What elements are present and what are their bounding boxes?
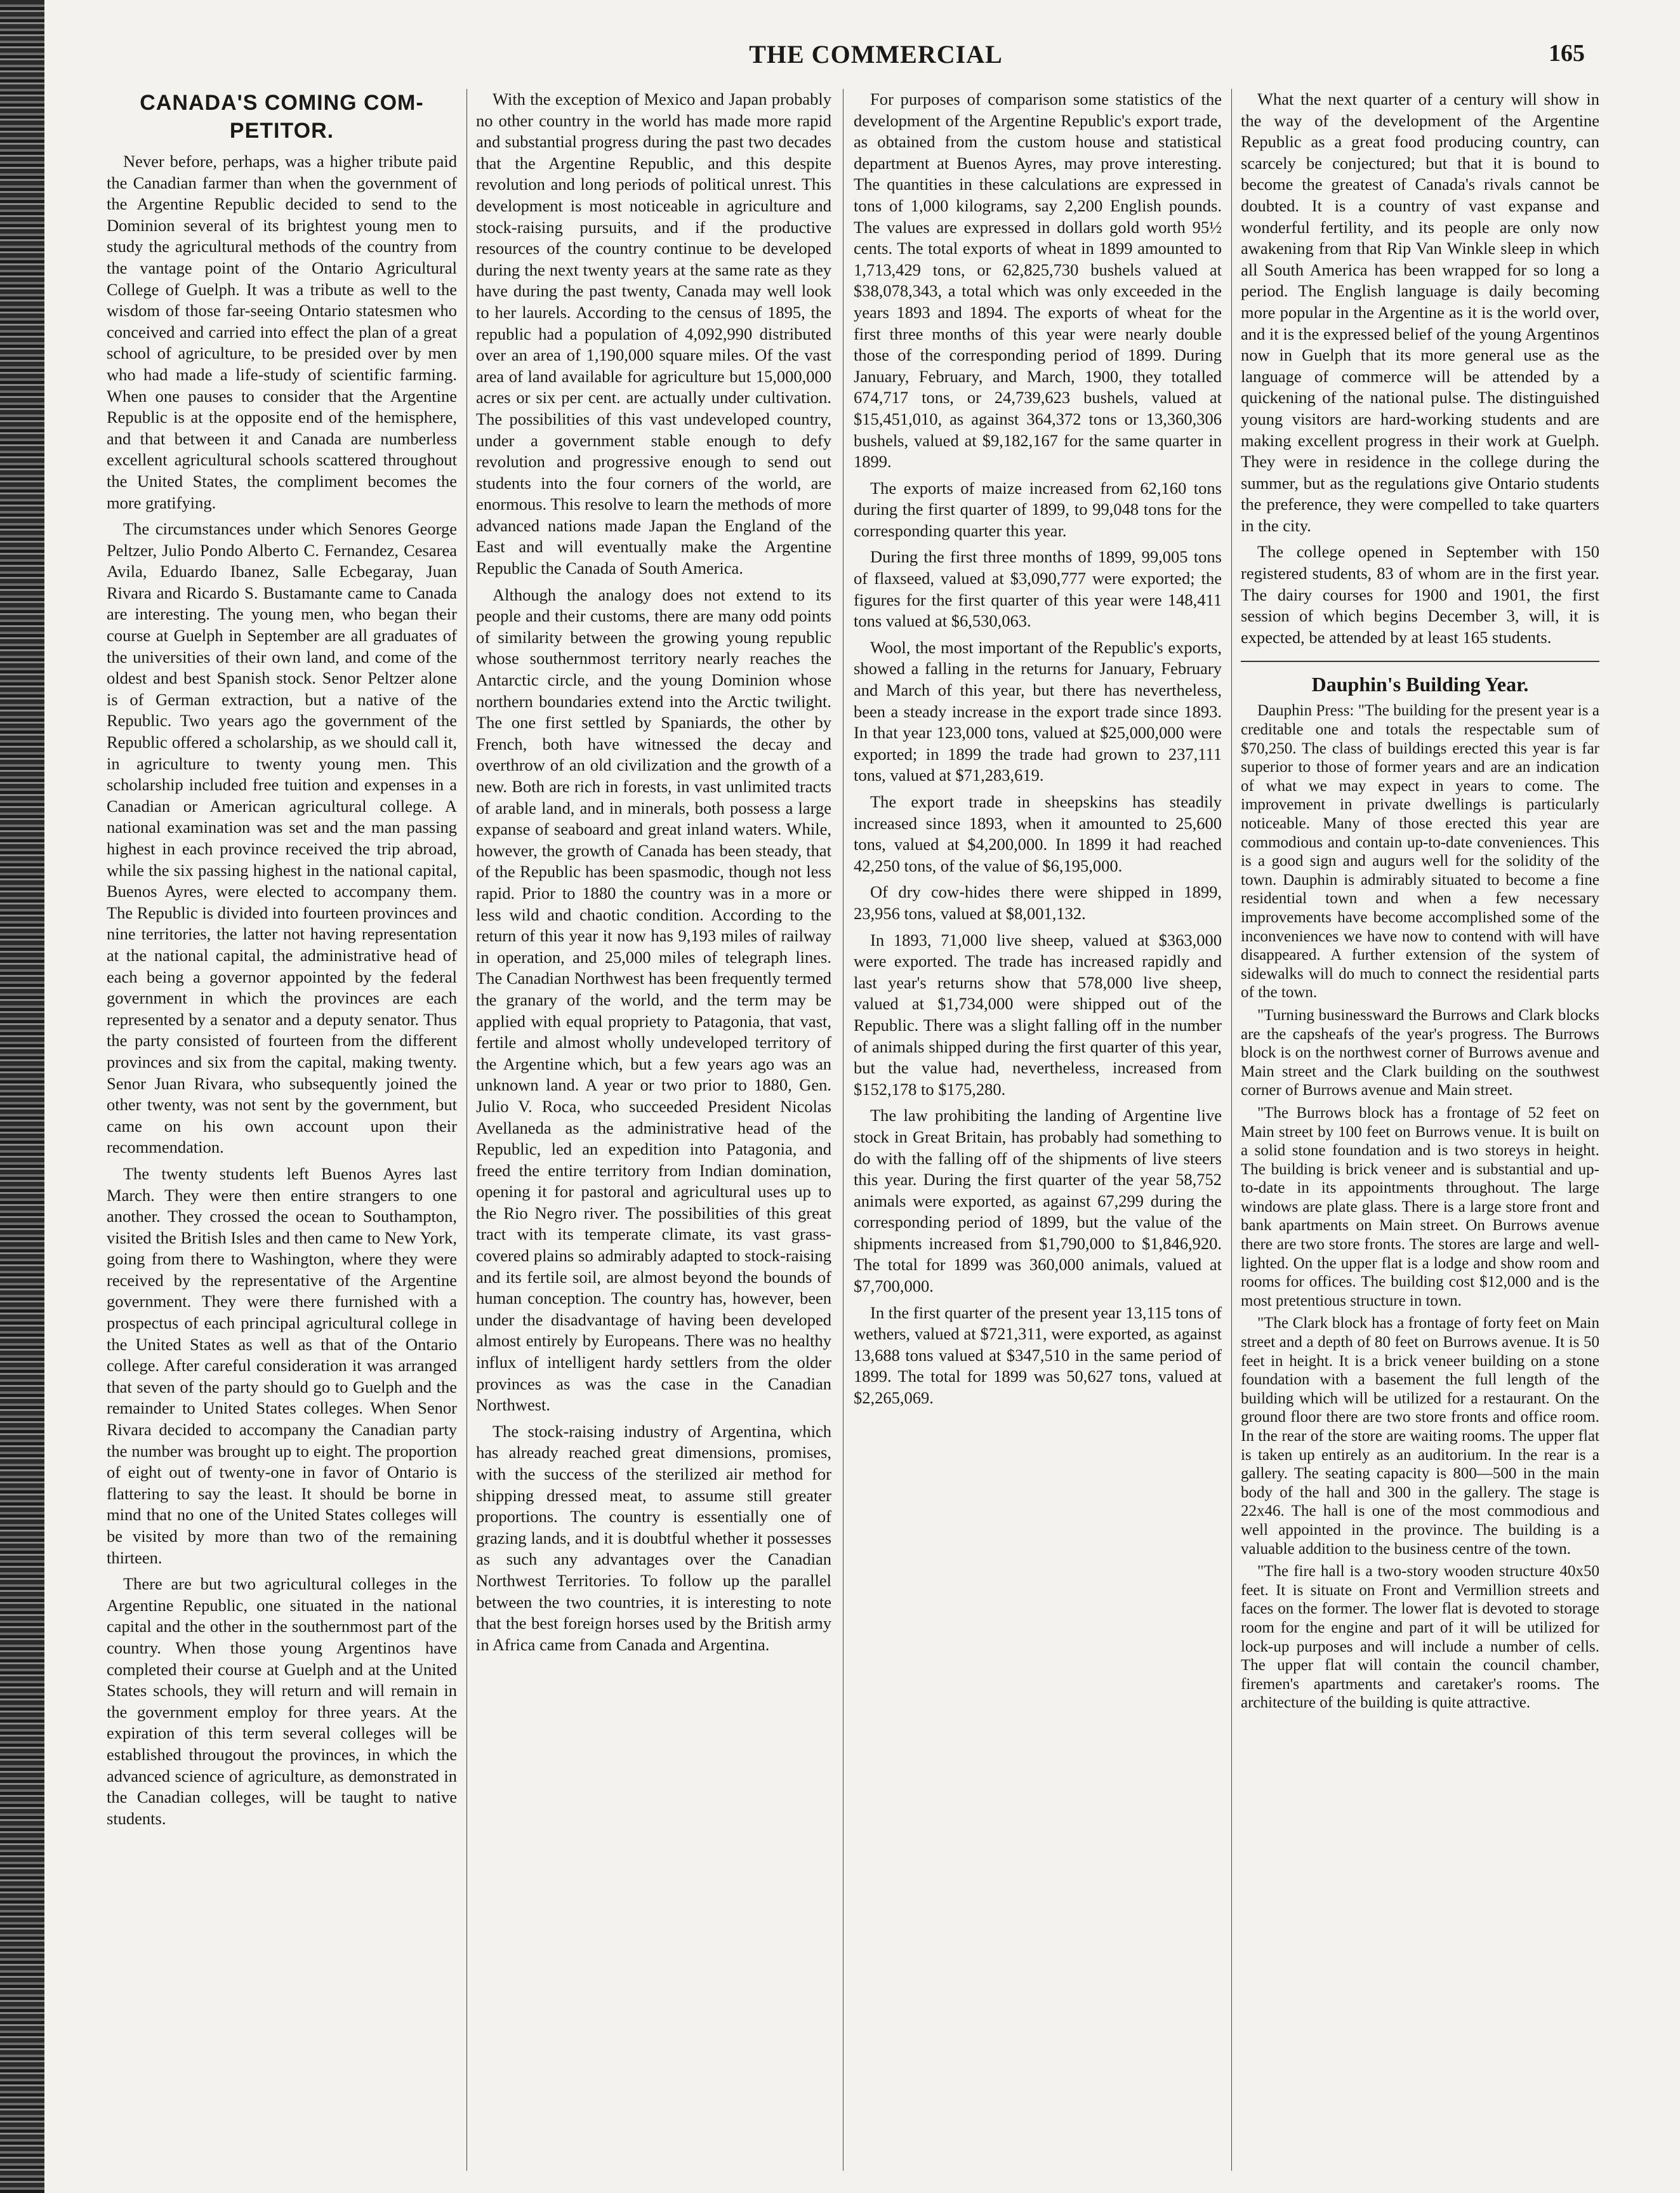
column-4	[1241, 89, 1599, 2177]
article-paragraph: The twenty students left Buenos Ayres last March. They were then entire strangers to one another. They crossed the ocean to Southampton, visited the British Isles and then came to New York, going from there to Washington, where they were received by the representative of the Argentine government. They were there furnished with a prospectus of each principal agricultural college in the United States as well as that of the Ontario college. After careful consideration it was arranged that seven of the party should go to Guelph and the remainder to United States colleges. When Senor Rivara decided to accompany the Canadian party the number was brought up to eight. The proportion of eight out of twenty-one in favor of Ontario is flattering to say the least. It should be borne in mind that no one of the United States colleges will be visited by more than two of the remaining thirteen.	[107, 1163, 457, 1567]
column-1	[107, 89, 457, 2177]
article-paragraph: There are but two agricultural colleges in the Argentine Republic, one situated in the national capital and the other in the southernmost part of the country. When those young Argentinos have completed their course at Guelph and at the United States schools, they will return and will remain in the government employ for three years. At the expiration of this term several colleges will be established througout the provinces, in which the advanced science of agriculture, as demonstrated in the Canadian colleges, will be taught to native students.	[107, 1574, 457, 1828]
article-paragraph: Of dry cow-hides there were shipped in 1899, 23,956 tons, valued at $8,001,132.	[854, 882, 1222, 923]
article-paragraph: During the first three months of 1899, 99,005 tons of flaxseed, valued at $3,090,777 were exported; the figures for the first quarter of this year were 148,411 tons valued at $6,530,063.	[854, 547, 1222, 631]
article-paragraph: "The Burrows block has a frontage of 52 feet on Main street by 100 feet on Burrows venue. It is built on a solid stone foundation and is two storeys in height. The building is brick veneer and is substantial and up-to-date in its appointments throughout. The large windows are plate glass. There is a large store front and bank apartments on Main street. On Burrows avenue there are two store fronts. The stores are large and well-lighted. On the upper flat is a lodge and show room and rooms for offices. The building cost $12,000 and is the most pretentious structure in town.	[1241, 1104, 1599, 1309]
publication-title: THE COMMERCIAL	[749, 40, 1003, 69]
column-2	[476, 89, 831, 2177]
article-paragraph: "Turning businessward the Burrows and Clark blocks are the capsheafs of the year's progress. The Burrows block is on the northwest corner of Burrows avenue and Main street and the Clark building on the southwest corner of Burrows avenue and Main street.	[1241, 1006, 1599, 1099]
article-paragraph: In 1893, 71,000 live sheep, valued at $363,000 were exported. The trade has increased rapidly and last year's returns show that 578,000 live sheep, valued at $1,734,000 were shipped out of the Republic. There was a slight falling off in the number of animals shipped during the first quarter of this year, but the value had, nevertheless, increased from $152,178 to $175,280.	[854, 930, 1222, 1099]
article-paragraph: The exports of maize increased from 62,160 tons during the first quarter of 1899, to 99,048 tons for the corresponding quarter this year.	[854, 478, 1222, 540]
article-paragraph: Although the analogy does not extend to its people and their customs, there are many odd points of similarity between the growing young republic whose southernmost territory nearly reaches the Antarctic circle, and the young Dominion whose northern boundaries extend into the Arctic twilight. The one first settled by Spaniards, the other by French, both have witnessed the decay and overthrow of an old civilization and the growth of a new. Both are rich in forests, in vast unlimited tracts of arable land, and in minerals, both possess a large expanse of seaboard and great inland waters. While, however, the growth of Canada has been steady, that of the Republic has been spasmodic, though not less rapid. Prior to 1880 the country was in a more or less wild and chaotic condition. According to the return of this year it now has 9,193 miles of railway in operation, and 25,000 miles of telegraph lines. The Canadian Northwest has been frequently termed the granary of the world, and the term may be applied with equal propriety to Patagonia, that vast, fertile and almost wholly undeveloped territory of the Argentine which, but a few years ago was an unknown land. A year or two prior to 1880, Gen. Julio V. Roca, who succeeded President Nicolas Avellaneda as the administrative head of the Republic, led an expedition into Patagonia, and freed the entire territory from Indian domination, opening it for pastoral and agricultural uses up to the Rio Negro river. The possibilities of this great tract with its temperate climate, its vast grass-covered plains so admirably adapted to stock-raising and its fertile soil, are almost beyond the bounds of human conception. The country has, however, been under the disadvantage of having been developed almost entirely by Europeans. There was no healthy influx of intelligent hardy settlers from the older provinces as was the case in the Canadian Northwest.	[476, 585, 831, 1415]
column-rule	[466, 89, 467, 2171]
article-paragraph: The circumstances under which Senores George Peltzer, Julio Pondo Alberto C. Fernandez, Cesarea Avila, Eduardo Ibanez, Salle Ecbegaray, Juan Rivara and Ricardo S. Bustamante came to Canada are interesting. The young men, who began their course at Guelph in September are all graduates of the universities of their own land, and come of the oldest and best Spanish stock. Senor Peltzer alone is of German extraction, but a native of the Republic. Two years ago the government of the Republic offered a scholarship, as we should call it, in agriculture to twenty young men. This scholarship included free tuition and expenses in a Canadian or American agricultural college. A national examination was set and the man passing highest in each province received the trip abroad, while the six passing highest in the national capital, Buenos Ayres, were elected to accompany them. The Republic is divided into fourteen provinces and nine territories, the latter not having representation at the national capital, the administrative head of each being a governor appointed by the federal government in which the provinces are each represented by a senator and a deputy senator. Thus the party consisted of fourteen from the different provinces and six from the capital, making twenty. Senor Juan Rivara, who subsequently joined the other twenty, was not sent by the government, but came on his own account upon their recommendation.	[107, 519, 457, 1157]
article-paragraph: The college opened in September with 150 registered students, 83 of whom are in the first year. The dairy courses for 1900 and 1901, the first session of which begins December 3, will, it is expected, be attended by at least 165 students.	[1241, 542, 1599, 647]
article-headline: CANADA'S COMING COM-PETITOR.	[140, 91, 424, 143]
article-paragraph: What the next quarter of a century will show in the way of the development of the Argentine Republic as a great food producing country, can scarcely be conjectured; but that it is bound to become the greatest of Canada's rivals cannot be doubted. It is a country of vast expanse and wonderful fertility, and its people are only now awakening from that Rip Van Winkle sleep in which all South America has been wrapped for so long a period. The English language is daily becoming more popular in the Argentine as it is the world over, and it is the expressed belief of the young Argentinos now in Guelph that its more general use as the language of commerce will be attended by a quickening of the national pulse. The distinguished young visitors are hard-working students and are making excellent progress in their work at Guelph. They were in residence in the college during the summer, but as the regulations give Ontario students the preference, they were compelled to take quarters in the city.	[1241, 89, 1599, 535]
binding-edge	[0, 0, 44, 2193]
article-paragraph: Wool, the most important of the Republic's exports, showed a falling in the returns for January, February and March of this year, but there has nevertheless, been a steady increase in the export trade since 1893. In that year 123,000 tons, valued at $25,000,000 were exported; in 1899 the trade had grown to 237,111 tons, valued at $71,283,619.	[854, 637, 1222, 785]
article-paragraph: For purposes of comparison some statistics of the development of the Argentine Republic's export trade, as obtained from the custom house and statistical department at Buenos Ayres, may prove interesting. The quantities in these calculations are expressed in tons of 1,000 kilograms, say 2,200 English pounds. The values are expressed in dollars gold worth 95½ cents. The total exports of wheat in 1899 amounted to 1,713,429 tons, or 62,825,730 bushels valued at $38,078,343, a total which was only exceeded in the years 1893 and 1894. The exports of wheat for the first three months of this year were nearly double those of the corresponding period of 1899. During January, February, and March, 1900, they totalled 674,717 tons, or 24,739,623 bushels, valued at $15,451,010, as against 364,372 tons or 13,360,306 bushels, valued at $9,182,167 for the same quarter in 1899.	[854, 89, 1222, 472]
article-paragraph: The stock-raising industry of Argentina, which has already reached great dimensions, promises, with the success of the sterilized air method for shipping dressed meat, to assume still greater proportions. The country is essentially one of grazing lands, and it is doubtful whether it possesses as such any advantages over the Canadian Northwest Territories. To follow up the parallel between the two countries, it is interesting to note that the best foreign horses used by the British army in Africa came from Canada and Argentina.	[476, 1421, 831, 1654]
article-paragraph: The law prohibiting the landing of Argentine live stock in Great Britain, has probably had something to do with the falling off of the shipments of live steers this year. During the first quarter of the year 58,752 animals were exported, as against 67,299 during the corresponding period of 1899, but the value of the shipments increased from $1,790,000 to $1,846,920. The total for 1899 was 360,000 animals, valued at $7,700,000.	[854, 1106, 1222, 1296]
article-paragraph: With the exception of Mexico and Japan probably no other country in the world has made more rapid and substantial progress during the past two decades that the Argentine Republic, and this despite revolution and long periods of political unrest. This development is most noticeable in agriculture and stock-raising pursuits, and if the productive resources of the country continue to be developed during the next twenty years at the same rate as they have during the past twenty, Canada may well look to her laurels. According to the census of 1895, the republic had a population of 4,092,990 distributed over an area of 1,190,000 square miles. Of the vast area of land available for agriculture but 15,000,000 acres or six per cent. are actually under cultivation. The possibilities of this vast undeveloped country, under a government stable enough to defy revolution and progressive enough to send out students into the four corners of the world, are enormous. This resolve to learn the methods of more advanced nations made Japan the England of the East and will eventually make the Argentine Republic the Canada of South America.	[476, 89, 831, 578]
page-number: 165	[1549, 40, 1585, 67]
article-headline: Dauphin's Building Year.	[1241, 661, 1599, 698]
masthead	[0, 39, 1680, 77]
article-paragraph: "The fire hall is a two-story wooden structure 40x50 feet. It is situate on Front and Vermillion streets and faces on the former. The lower flat is devoted to storage room for the engine and part of it will be utilized for lock-up purposes and will include a number of cells. The upper flat will contain the council chamber, firemen's apartments and caretaker's rooms. The architecture of the building is quite attractive.	[1241, 1563, 1599, 1712]
adjacent-page-edge	[53, 76, 72, 2107]
article-paragraph: Dauphin Press: "The building for the present year is a creditable one and totals the respectable sum of $70,250. The class of buildings erected this year is far superior to those of former years and are an indication of what we may expect in years to come. The improvement in private dwellings is particularly noticeable. Many of those erected this year are commodious and contain up-to-date conveniences. This is a good sign and augurs well for the solidity of the town. Dauphin is admirably situated to become a fine residential town and when a few necessary improvements have become accomplished some of the inconveniences we have now to contend with will have disappeared. A further extension of the system of sidewalks will do much to connect the residential parts of the town.	[1241, 702, 1599, 1002]
column-3	[854, 89, 1222, 2177]
column-rule	[1231, 89, 1232, 2171]
article-body	[1241, 701, 1599, 1712]
article-paragraph: The export trade in sheepskins has steadily increased since 1893, when it amounted to 25,600 tons, valued at $4,200,000. In 1899 it had reached 42,250 tons, of the value of $6,195,000.	[854, 792, 1222, 875]
article-paragraph: In the first quarter of the present year 13,115 tons of wethers, valued at $721,311, were exported, as against 13,688 tons valued at $347,510 in the same period of 1899. The total for 1899 was 50,627 tons, valued at $2,265,069.	[854, 1302, 1222, 1408]
article-paragraph: "The Clark block has a frontage of forty feet on Main street and a depth of 80 feet on Burrows avenue. It is 50 feet in height. It is a brick veneer building on a stone foundation with a basement the full length of the building which will be utilized for a restaurant. On the ground floor there are two store fronts and office room. In the rear of the store are waiting rooms. The upper flat is taken up entirely as an auditorium. In the rear is a gallery. The seating capacity is 800—500 in the main body of the hall and 300 in the gallery. The stage is 22x46. The hall is one of the most commodious and well appointed in the province. The building is a valuable addition to the business centre of the town.	[1241, 1315, 1599, 1558]
article-paragraph: Never before, perhaps, was a higher tribute paid the Canadian farmer than when the government of the Argentine Republic decided to send to the Dominion several of its brightest young men to study the agricultural methods of the country from the vantage point of the Ontario Agricultural College of Guelph. It was a tribute as well to the wisdom of those far-seeing Ontario statesmen who conceived and carried into effect the plan of a great school of agriculture, to be presided over by men who had made a life-study of scientific farming. When one pauses to consider that the Argentine Republic is at the opposite end of the hemisphere, and that between it and Canada are numberless excellent agricultural schools scattered throughout the United States, the compliment becomes the more gratifying.	[107, 152, 457, 512]
